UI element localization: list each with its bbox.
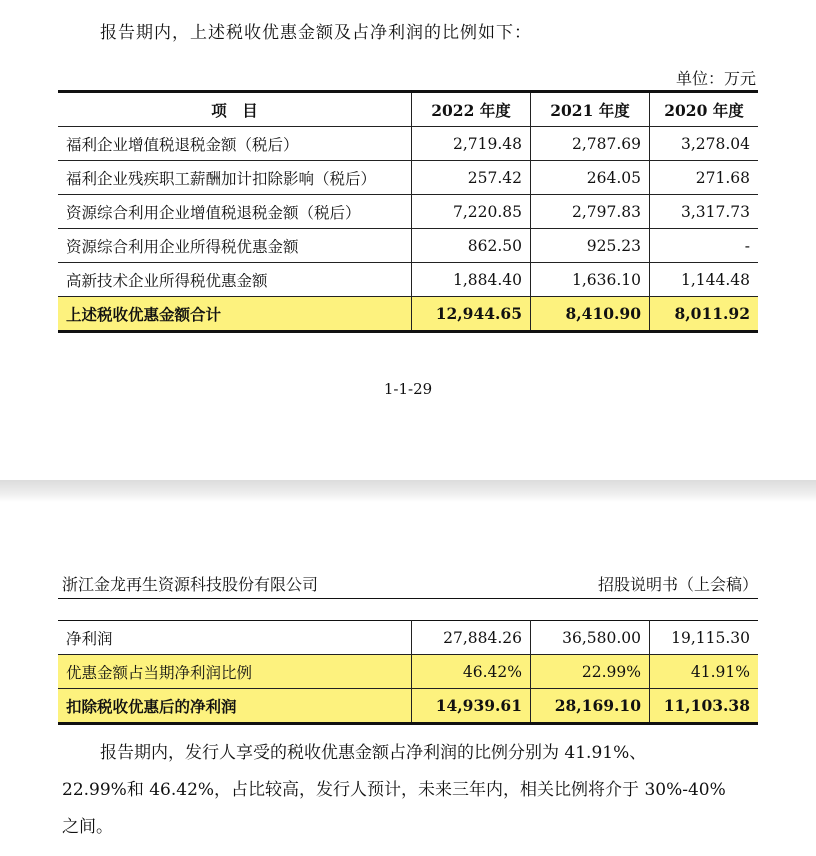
row-label: 福利企业增值税退税金额（税后）: [58, 127, 412, 161]
row-label: 优惠金额占当期净利润比例: [58, 655, 412, 689]
table-row: [58, 621, 758, 655]
cell-2021: 36,580.00: [531, 621, 650, 655]
paragraph-line: 22.99%和 46.42%，占比较高，发行人预计，未来三年内，相关比例将介于 30%-40%: [62, 780, 726, 800]
cell-2021: 28,169.10: [531, 689, 650, 724]
table-row: [58, 655, 758, 689]
cell-2022: 14,939.61: [412, 689, 531, 724]
cell-2022: 257.42: [412, 161, 531, 195]
table-row: [58, 127, 758, 161]
cell-2022: 7,220.85: [412, 195, 531, 229]
page-number: 1-1-29: [383, 380, 433, 398]
cell-2020: 19,115.30: [650, 621, 759, 655]
page-lower: [0, 502, 816, 856]
tax-benefit-table: [58, 90, 758, 333]
intro-text: 报告期内，上述税收优惠金额及占净利润的比例如下：: [100, 23, 532, 43]
row-label: 资源综合利用企业所得税优惠金额: [58, 229, 412, 263]
cell-2020: 271.68: [650, 161, 759, 195]
header-divider: [58, 598, 758, 599]
table-row: [58, 161, 758, 195]
row-label: 扣除税收优惠后的净利润: [58, 689, 412, 724]
row-label: 上述税收优惠金额合计: [58, 297, 412, 332]
header-2021: 2021 年度: [531, 92, 650, 127]
cell-2022: 862.50: [412, 229, 531, 263]
cell-2021: 2,787.69: [531, 127, 650, 161]
unit-label: 单位：万元: [675, 69, 756, 88]
table-row: [58, 263, 758, 297]
page-separator: [0, 480, 816, 502]
row-label: 净利润: [58, 621, 412, 655]
cell-2021: 264.05: [531, 161, 650, 195]
table-row: [58, 195, 758, 229]
cell-2020: 11,103.38: [650, 689, 759, 724]
cell-2020: -: [650, 229, 759, 263]
summary-paragraph: [62, 735, 762, 846]
cell-2022: 46.42%: [412, 655, 531, 689]
document-title: 招股说明书（上会稿）: [597, 575, 758, 594]
paragraph-line: 报告期内，发行人享受的税收优惠金额占净利润的比例分别为 41.91%、: [100, 743, 647, 763]
row-label: 福利企业残疾职工薪酬加计扣除影响（税后）: [58, 161, 412, 195]
net-profit-table: [58, 620, 758, 725]
cell-2021: 925.23: [531, 229, 650, 263]
table-row: [58, 689, 758, 724]
header-2020: 2020 年度: [650, 92, 759, 127]
cell-2020: 3,317.73: [650, 195, 759, 229]
row-label: 资源综合利用企业增值税退税金额（税后）: [58, 195, 412, 229]
table-header-row: [58, 92, 758, 127]
header-item: 项 目: [58, 92, 412, 127]
cell-2022: 1,884.40: [412, 263, 531, 297]
cell-2022: 27,884.26: [412, 621, 531, 655]
cell-2020: 1,144.48: [650, 263, 759, 297]
cell-2021: 2,797.83: [531, 195, 650, 229]
cell-2021: 1,636.10: [531, 263, 650, 297]
header-2022: 2022 年度: [412, 92, 531, 127]
row-label: 高新技术企业所得税优惠金额: [58, 263, 412, 297]
company-name: 浙江金龙再生资源科技股份有限公司: [62, 575, 319, 594]
table-row: [58, 229, 758, 263]
cell-2021: 22.99%: [531, 655, 650, 689]
cell-2020: 41.91%: [650, 655, 759, 689]
paragraph-line: 之间。: [62, 817, 113, 837]
cell-2021: 8,410.90: [531, 297, 650, 332]
total-row: [58, 297, 758, 332]
cell-2020: 3,278.04: [650, 127, 759, 161]
cell-2022: 12,944.65: [412, 297, 531, 332]
cell-2022: 2,719.48: [412, 127, 531, 161]
cell-2020: 8,011.92: [650, 297, 759, 332]
